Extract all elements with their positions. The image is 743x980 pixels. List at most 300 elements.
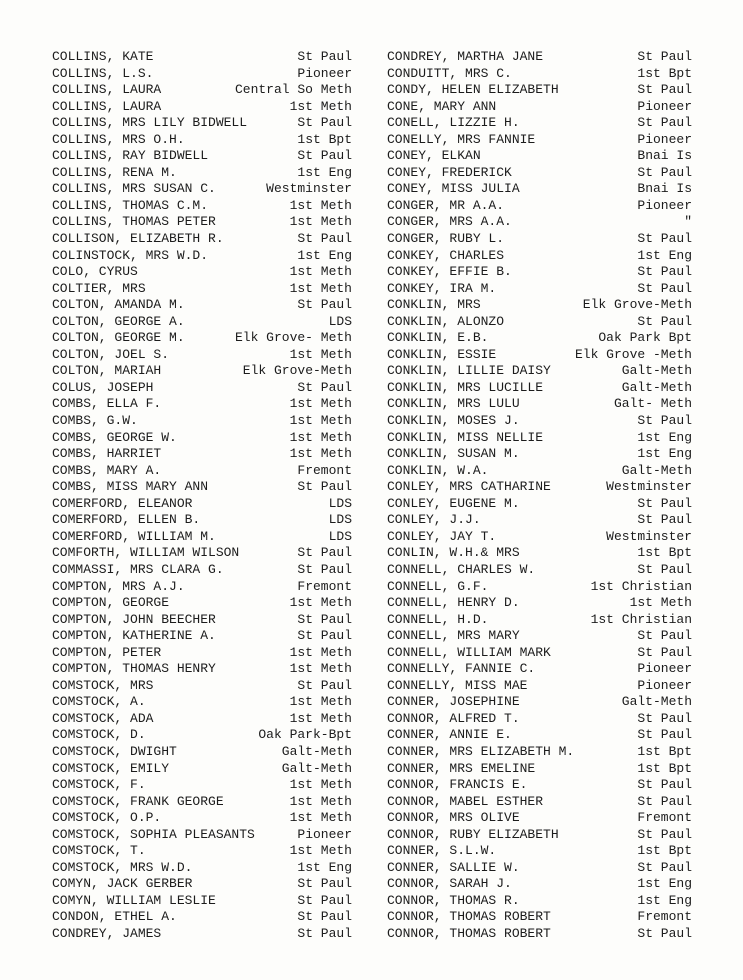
directory-entry: [52, 231, 352, 248]
directory-entry: [387, 595, 692, 612]
church-name: St Paul: [637, 512, 692, 528]
member-name: COMPTON, THOMAS HENRY: [52, 661, 216, 677]
church-name: St Paul: [637, 82, 692, 98]
church-name: St Paul: [637, 727, 692, 743]
church-name: 1st Eng: [637, 446, 692, 462]
church-name: 1st Eng: [637, 876, 692, 892]
church-name: Pioneer: [297, 826, 352, 842]
left-column: [52, 49, 352, 943]
member-name: COLLINS, MRS O.H.: [52, 131, 185, 147]
member-name: CONGER, RUBY L.: [387, 231, 505, 247]
member-name: CONNELL, CHARLES W.: [387, 561, 536, 577]
member-name: COMYN, WILLIAM LESLIE: [52, 892, 216, 908]
church-name: 1st Bpt: [637, 65, 692, 81]
church-name: St Paul: [297, 379, 352, 395]
member-name: CONNOR, SARAH J.: [387, 876, 512, 892]
member-name: CONDY, HELEN ELIZABETH: [387, 82, 559, 98]
church-name: St Paul: [637, 644, 692, 660]
member-name: CONE, MARY ANN: [387, 98, 497, 114]
directory-entry: [52, 595, 352, 612]
church-name: 1st Meth: [289, 644, 352, 660]
directory-entry: [52, 82, 352, 99]
member-name: CONKEY, IRA M.: [387, 280, 497, 296]
directory-entry: [387, 264, 692, 281]
church-name: 1st Bpt: [637, 743, 692, 759]
member-name: CONNER, ANNIE E.: [387, 727, 512, 743]
church-name: St Paul: [297, 479, 352, 495]
member-name: COLLINS, L.S.: [52, 65, 154, 81]
directory-entry: [52, 926, 352, 943]
directory-entry: [52, 909, 352, 926]
church-name: Galt- Meth: [613, 396, 692, 412]
directory-entry: [52, 612, 352, 629]
directory-entry: [387, 132, 692, 149]
directory-entry: [387, 297, 692, 314]
church-name: Pioneer: [297, 65, 352, 81]
church-name: Fremont: [637, 909, 692, 925]
member-name: CONNER, JOSEPHINE: [387, 694, 520, 710]
directory-entry: [387, 761, 692, 778]
church-name: 1st Meth: [289, 413, 352, 429]
member-name: COLLINS, RENA M.: [52, 164, 177, 180]
church-name: 1st Bpt: [297, 131, 352, 147]
directory-entry: [387, 231, 692, 248]
directory-entry: [387, 777, 692, 794]
directory-entry: [387, 876, 692, 893]
member-name: COLTON, GEORGE M.: [52, 330, 185, 346]
directory-entry: [387, 529, 692, 546]
church-name: 1st Meth: [629, 595, 692, 611]
church-name: St Paul: [637, 826, 692, 842]
member-name: COLTON, JOEL S.: [52, 346, 170, 362]
church-name: St Paul: [297, 611, 352, 627]
member-name: COMBS, ELLA F.: [52, 396, 162, 412]
church-name: 1st Meth: [289, 595, 352, 611]
church-name: Galt-Meth: [281, 760, 352, 776]
church-name: Galt-Meth: [621, 694, 692, 710]
church-name: St Paul: [637, 495, 692, 511]
directory-entry: [52, 628, 352, 645]
church-name: Pioneer: [637, 661, 692, 677]
directory-entry: [52, 777, 352, 794]
member-name: CONKLIN, MRS LUCILLE: [387, 379, 544, 395]
directory-entry: [52, 198, 352, 215]
member-name: COMSTOCK, EMILY: [52, 760, 170, 776]
directory-entry: [387, 678, 692, 695]
directory-entry: [52, 529, 352, 546]
church-name: St Paul: [297, 115, 352, 131]
directory-entry: [387, 694, 692, 711]
member-name: COMSTOCK, SOPHIA PLEASANTS: [52, 826, 255, 842]
church-name: St Paul: [637, 115, 692, 131]
church-name: 1st Christian: [590, 611, 692, 627]
directory-entry: [387, 827, 692, 844]
church-name: 1st Eng: [297, 247, 352, 263]
church-name: 1st Meth: [289, 446, 352, 462]
church-name: St Paul: [297, 892, 352, 908]
church-name: Westminster: [606, 479, 692, 495]
church-name: St Paul: [297, 49, 352, 64]
church-name: 1st Bpt: [637, 843, 692, 859]
directory-entry: [52, 115, 352, 132]
church-name: St Paul: [297, 677, 352, 693]
member-name: CONGER, MR A.A.: [387, 197, 505, 213]
member-name: COLLINS, MRS LILY BIDWELL: [52, 115, 248, 131]
member-name: CONEY, ELKAN: [387, 148, 481, 164]
directory-entry: [52, 694, 352, 711]
church-name: ": [684, 214, 692, 230]
church-name: 1st Bpt: [637, 760, 692, 776]
directory-entry: [387, 115, 692, 132]
member-name: CONNOR, FRANCIS E.: [387, 777, 528, 793]
member-name: CONKLIN, MRS LULU: [387, 396, 520, 412]
church-name: LDS: [328, 495, 352, 511]
church-name: 1st Eng: [637, 429, 692, 445]
church-name: 1st Meth: [289, 661, 352, 677]
member-name: COLLINS, LAURA: [52, 82, 162, 98]
church-name: Central So Meth: [234, 82, 352, 98]
member-name: CONLEY, J.J.: [387, 512, 481, 528]
member-name: CONNELL, H.D.: [387, 611, 489, 627]
member-name: COMBS, MARY A.: [52, 462, 162, 478]
church-name: St Paul: [637, 859, 692, 875]
church-name: 1st Eng: [297, 164, 352, 180]
directory-entry: [387, 893, 692, 910]
directory-entry: [387, 727, 692, 744]
church-name: LDS: [328, 528, 352, 544]
directory-entry: [52, 579, 352, 596]
directory-entry: [52, 99, 352, 116]
member-name: COMERFORD, ELLEN B.: [52, 512, 201, 528]
directory-entry: [52, 132, 352, 149]
member-name: COMERFORD, WILLIAM M.: [52, 528, 216, 544]
member-name: CONNOR, ALFRED T.: [387, 710, 520, 726]
member-name: CONKLIN, ALONZO: [387, 313, 505, 329]
member-name: CONKEY, CHARLES: [387, 247, 505, 263]
church-name: 1st Meth: [289, 98, 352, 114]
directory-entry: [387, 82, 692, 99]
directory-entry: [387, 496, 692, 513]
member-name: COMBS, G.W.: [52, 413, 138, 429]
member-name: COMBS, GEORGE W.: [52, 429, 177, 445]
directory-entry: [52, 661, 352, 678]
member-name: CONKEY, EFFIE B.: [387, 264, 512, 280]
member-name: CONDREY, JAMES: [52, 925, 162, 941]
member-name: CONGER, MRS A.A.: [387, 214, 512, 230]
directory-entry: [52, 148, 352, 165]
church-name: St Paul: [637, 280, 692, 296]
member-name: COMBS, HARRIET: [52, 446, 162, 462]
member-name: CONLEY, JAY T.: [387, 528, 497, 544]
member-name: COMPTON, KATHERINE A.: [52, 628, 216, 644]
directory-entry: [387, 380, 692, 397]
directory-entry: [387, 413, 692, 430]
church-name: Pioneer: [637, 98, 692, 114]
member-name: CONNELLY, MISS MAE: [387, 677, 528, 693]
member-name: CONNOR, MABEL ESTHER: [387, 793, 544, 809]
directory-entry: [387, 148, 692, 165]
member-name: COLO, CYRUS: [52, 264, 138, 280]
church-name: Fremont: [297, 578, 352, 594]
member-name: CONLIN, W.H.& MRS: [387, 545, 520, 561]
church-name: St Paul: [297, 876, 352, 892]
directory-entry: [52, 181, 352, 198]
member-name: COLLINS, THOMAS C.M.: [52, 197, 209, 213]
directory-entry: [387, 165, 692, 182]
member-name: CONELL, LIZZIE H.: [387, 115, 520, 131]
church-name: 1st Meth: [289, 843, 352, 859]
member-name: COMYN, JACK GERBER: [52, 876, 193, 892]
member-name: COLUS, JOSEPH: [52, 379, 154, 395]
church-name: St Paul: [297, 628, 352, 644]
member-name: COMSTOCK, MRS: [52, 677, 154, 693]
church-name: 1st Meth: [289, 429, 352, 445]
church-name: St Paul: [637, 413, 692, 429]
member-name: COMSTOCK, O.P.: [52, 810, 162, 826]
church-name: Oak Park-Bpt: [258, 727, 352, 743]
church-name: 1st Meth: [289, 810, 352, 826]
directory-entry: [52, 281, 352, 298]
directory-entry: [387, 810, 692, 827]
directory-entry: [387, 909, 692, 926]
church-name: Pioneer: [637, 131, 692, 147]
church-name: Galt-Meth: [621, 462, 692, 478]
church-name: St Paul: [637, 561, 692, 577]
directory-entry: [387, 347, 692, 364]
church-name: St Paul: [637, 925, 692, 941]
member-name: CONNOR, THOMAS ROBERT: [387, 909, 551, 925]
directory-entry: [52, 165, 352, 182]
directory-entry: [387, 99, 692, 116]
member-name: COLLINS, RAY BIDWELL: [52, 148, 209, 164]
member-name: COMSTOCK, ADA: [52, 710, 154, 726]
directory-entry: [387, 396, 692, 413]
directory-entry: [52, 727, 352, 744]
member-name: CONNOR, THOMAS ROBERT: [387, 925, 551, 941]
directory-entry: [52, 380, 352, 397]
directory-entry: [52, 463, 352, 480]
directory-entry: [52, 446, 352, 463]
member-name: COLTON, GEORGE A.: [52, 313, 185, 329]
member-name: CONDREY, MARTHA JANE: [387, 49, 544, 64]
church-name: 1st Meth: [289, 346, 352, 362]
directory-entry: [387, 843, 692, 860]
member-name: COLTIER, MRS: [52, 280, 146, 296]
directory-entry: [387, 463, 692, 480]
member-name: CONDON, ETHEL A.: [52, 909, 177, 925]
directory-entry: [52, 645, 352, 662]
member-name: COLINSTOCK, MRS W.D.: [52, 247, 209, 263]
member-name: CONNOR, RUBY ELIZABETH: [387, 826, 559, 842]
member-name: CONNELL, MRS MARY: [387, 628, 520, 644]
church-name: St Paul: [637, 49, 692, 64]
directory-entry: [52, 678, 352, 695]
church-name: St Paul: [297, 545, 352, 561]
member-name: COLLINS, LAURA: [52, 98, 162, 114]
church-name: 1st Christian: [590, 578, 692, 594]
church-name: St Paul: [637, 264, 692, 280]
member-name: COMPTON, GEORGE: [52, 595, 170, 611]
member-name: CONNELL, G.F.: [387, 578, 489, 594]
member-name: COMBS, MISS MARY ANN: [52, 479, 209, 495]
church-name: 1st Eng: [297, 859, 352, 875]
directory-entry: [387, 181, 692, 198]
church-name: Fremont: [637, 810, 692, 826]
member-name: COMSTOCK, DWIGHT: [52, 743, 177, 759]
directory-entry: [387, 744, 692, 761]
member-name: COMERFORD, ELEANOR: [52, 495, 193, 511]
church-name: Bnai Is: [637, 181, 692, 197]
directory-entry: [387, 330, 692, 347]
directory-entry: [387, 612, 692, 629]
member-name: COMSTOCK, A.: [52, 694, 146, 710]
member-name: CONKLIN, LILLIE DAISY: [387, 363, 551, 379]
church-name: 1st Meth: [289, 694, 352, 710]
directory-entry: [52, 479, 352, 496]
member-name: COLTON, AMANDA M.: [52, 297, 185, 313]
directory-entry: [52, 248, 352, 265]
member-name: CONKLIN, W.A.: [387, 462, 489, 478]
member-name: CONNER, SALLIE W.: [387, 859, 520, 875]
directory-entry: [52, 496, 352, 513]
member-name: COMPTON, MRS A.J.: [52, 578, 185, 594]
church-name: Elk Grove-Meth: [582, 297, 692, 313]
member-name: CONLEY, MRS CATHARINE: [387, 479, 551, 495]
member-name: COMPTON, JOHN BEECHER: [52, 611, 216, 627]
church-name: 1st Bpt: [637, 545, 692, 561]
directory-entry: [387, 661, 692, 678]
church-name: 1st Eng: [637, 892, 692, 908]
directory-entry: [52, 843, 352, 860]
directory-entry: [52, 330, 352, 347]
church-name: Westminster: [266, 181, 352, 197]
directory-entry: [387, 314, 692, 331]
directory-entry: [387, 66, 692, 83]
member-name: CONNELLY, FANNIE C.: [387, 661, 536, 677]
member-name: COMSTOCK, F.: [52, 777, 146, 793]
church-name: Galt-Meth: [621, 363, 692, 379]
member-name: CONKLIN, ESSIE: [387, 346, 497, 362]
church-name: 1st Meth: [289, 396, 352, 412]
directory-entry: [52, 744, 352, 761]
member-name: CONLEY, EUGENE M.: [387, 495, 520, 511]
member-name: COMSTOCK, T.: [52, 843, 146, 859]
church-name: 1st Meth: [289, 777, 352, 793]
directory-entry: [52, 827, 352, 844]
member-name: COLLINS, KATE: [52, 49, 154, 64]
directory-entry: [387, 214, 692, 231]
directory-entry: [387, 545, 692, 562]
member-name: COLLINS, THOMAS PETER: [52, 214, 216, 230]
directory-entry: [52, 430, 352, 447]
member-name: CONKLIN, MISS NELLIE: [387, 429, 544, 445]
church-name: 1st Meth: [289, 710, 352, 726]
church-name: Pioneer: [637, 677, 692, 693]
church-name: St Paul: [637, 710, 692, 726]
member-name: COMPTON, PETER: [52, 644, 162, 660]
member-name: COMSTOCK, D.: [52, 727, 146, 743]
member-name: CONNOR, MRS OLIVE: [387, 810, 520, 826]
church-name: 1st Eng: [637, 247, 692, 263]
directory-entry: [52, 876, 352, 893]
member-name: CONNOR, THOMAS R.: [387, 892, 520, 908]
member-name: COLTON, MARIAH: [52, 363, 162, 379]
directory-entry: [387, 860, 692, 877]
directory-entry: [52, 761, 352, 778]
directory-entry: [52, 66, 352, 83]
church-name: Pioneer: [637, 197, 692, 213]
member-name: COLLINS, MRS SUSAN C.: [52, 181, 216, 197]
member-name: CONNER, S.L.W.: [387, 843, 497, 859]
directory-entry: [52, 545, 352, 562]
member-name: COLLISON, ELIZABETH R.: [52, 231, 224, 247]
right-column: [387, 49, 692, 943]
member-name: CONNER, MRS EMELINE: [387, 760, 536, 776]
directory-entry: [387, 579, 692, 596]
directory-entry: [52, 347, 352, 364]
directory-entry: [387, 926, 692, 943]
church-name: Galt-Meth: [281, 743, 352, 759]
church-name: St Paul: [297, 909, 352, 925]
church-name: St Paul: [297, 148, 352, 164]
member-name: CONKLIN, E.B.: [387, 330, 489, 346]
church-name: St Paul: [637, 628, 692, 644]
directory-entry: [387, 248, 692, 265]
church-name: St Paul: [297, 561, 352, 577]
church-name: 1st Meth: [289, 214, 352, 230]
directory-entry: [387, 430, 692, 447]
directory-entry: [52, 562, 352, 579]
member-name: COMSTOCK, MRS W.D.: [52, 859, 193, 875]
church-name: Fremont: [297, 462, 352, 478]
directory-entry: [52, 711, 352, 728]
church-name: Elk Grove -Meth: [574, 346, 692, 362]
church-name: St Paul: [637, 231, 692, 247]
member-name: CONNER, MRS ELIZABETH M.: [387, 743, 575, 759]
directory-entry: [387, 446, 692, 463]
church-name: 1st Meth: [289, 197, 352, 213]
directory-entry: [52, 214, 352, 231]
member-name: COMMASSI, MRS CLARA G.: [52, 561, 224, 577]
member-name: CONNELL, HENRY D.: [387, 595, 520, 611]
directory-entry: [52, 314, 352, 331]
church-name: Galt-Meth: [621, 379, 692, 395]
church-name: St Paul: [297, 925, 352, 941]
directory-entry: [52, 860, 352, 877]
church-name: Bnai Is: [637, 148, 692, 164]
church-name: Oak Park Bpt: [598, 330, 692, 346]
church-name: 1st Meth: [289, 793, 352, 809]
directory-entry: [387, 645, 692, 662]
church-name: St Paul: [297, 231, 352, 247]
member-name: CONKLIN, MRS: [387, 297, 481, 313]
directory-entry: [387, 711, 692, 728]
member-name: CONKLIN, SUSAN M.: [387, 446, 520, 462]
directory-entry: [52, 893, 352, 910]
member-name: CONDUITT, MRS C.: [387, 65, 512, 81]
directory-entry: [52, 49, 352, 66]
church-name: Elk Grove-Meth: [242, 363, 352, 379]
church-name: LDS: [328, 512, 352, 528]
church-name: 1st Meth: [289, 264, 352, 280]
directory-entry: [387, 562, 692, 579]
directory-entry: [52, 810, 352, 827]
member-name: CONKLIN, MOSES J.: [387, 413, 520, 429]
directory-entry: [387, 49, 692, 66]
church-name: 1st Meth: [289, 280, 352, 296]
church-name: LDS: [328, 313, 352, 329]
church-name: St Paul: [637, 793, 692, 809]
